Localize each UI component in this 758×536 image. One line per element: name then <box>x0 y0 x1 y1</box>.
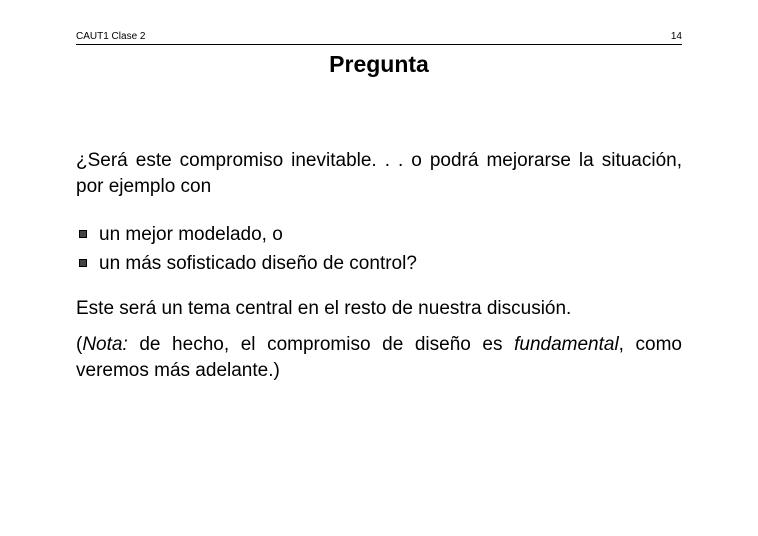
note-label: Nota: <box>82 334 128 355</box>
question-paragraph: ¿Será este compromiso inevitable. . . o podrá mejorarse la situación, por ejemplo con <box>76 150 682 197</box>
course-label: CAUT1 Clase 2 <box>76 31 146 42</box>
page-number: 14 <box>670 31 682 42</box>
note-emphasis: fundamental <box>514 334 619 355</box>
bullet-text: un más sofisticado diseño de control? <box>99 253 417 274</box>
list-item <box>76 220 682 249</box>
bullet-text: un mejor modelado, o <box>99 224 283 245</box>
note-paragraph <box>76 332 682 384</box>
header-divider <box>76 44 682 45</box>
slide-title: Pregunta <box>329 51 429 77</box>
square-bullet-icon <box>79 230 87 238</box>
list-item <box>76 249 682 278</box>
note-open-paren: ( <box>76 334 83 355</box>
note-text-before: de hecho, el compromiso de diseño es <box>127 334 515 355</box>
bullet-list <box>76 220 682 278</box>
statement-paragraph: Este será un tema central en el resto de nuestra discusión. <box>76 298 572 319</box>
slide-body <box>76 148 682 384</box>
slide-header <box>76 30 682 44</box>
note-text-after: , como veremos más adelante.) <box>76 334 682 381</box>
square-bullet-icon <box>79 259 87 267</box>
